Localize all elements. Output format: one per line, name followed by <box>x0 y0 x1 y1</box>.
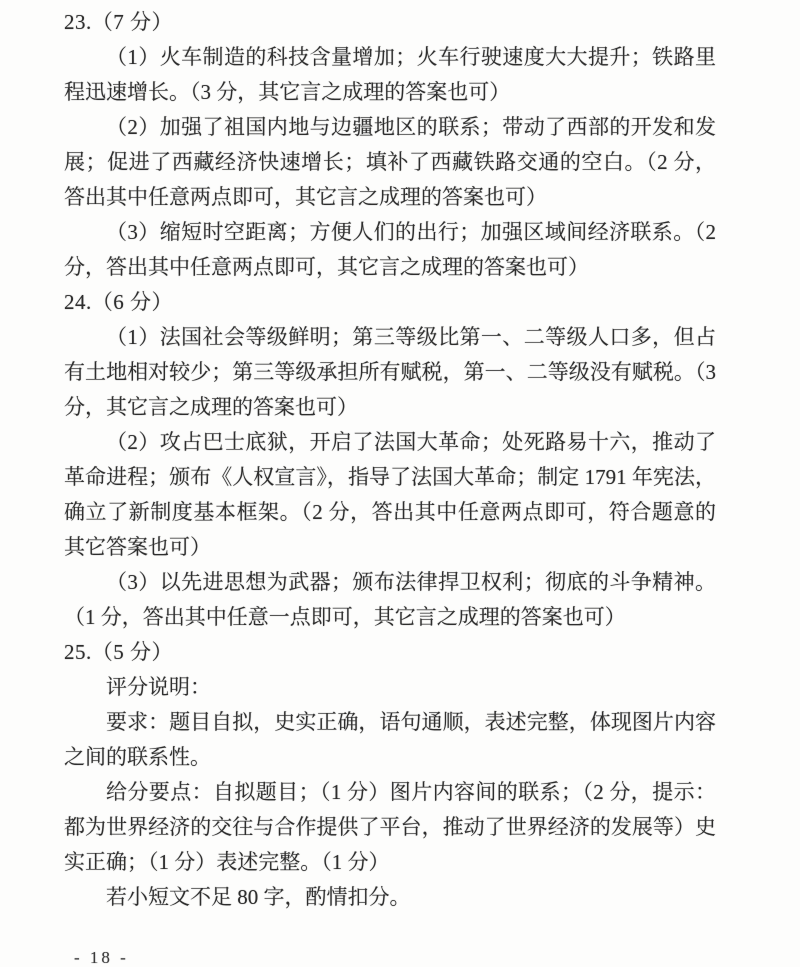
answer-paragraph: （2）攻占巴士底狱，开启了法国大革命；处死路易十六，推动了革命进程；颁布《人权宣言》，指导了法国大革命；制定 1791 年宪法，确立了新制度基本框架。（2 分，答出其中任意两点即可，符合题意的其它答案也可） <box>64 430 716 559</box>
section-heading: 23.（7 分） <box>64 10 173 34</box>
section-heading: 25.（5 分） <box>64 640 173 664</box>
answer-paragraph: （2）加强了祖国内地与边疆地区的联系；带动了西部的开发和发展；促进了西藏经济快速增长；填补了西藏铁路交通的空白。（2 分，答出其中任意两点即可，其它言之成理的答案也可） <box>64 115 716 209</box>
question-section <box>64 285 716 635</box>
question-section <box>64 5 716 285</box>
page-number: - 18 - <box>74 948 129 967</box>
answer-paragraph: 若小短文不足 80 字，酌情扣分。 <box>106 885 411 909</box>
answer-paragraph: （3）缩短时空距离；方便人们的出行；加强区域间经济联系。（2 分，答出其中任意两点即可，其它言之成理的答案也可） <box>64 220 716 279</box>
section-heading: 24.（6 分） <box>64 290 173 314</box>
answer-paragraph: 给分要点：自拟题目；（1 分）图片内容间的联系；（2 分，提示：都为世界经济的交往与合作提供了平台，推动了世界经济的发展等）史实正确；（1 分）表述完整。（1 分） <box>64 780 716 874</box>
answer-paragraph: （3）以先进思想为武器；颁布法律捍卫权利；彻底的斗争精神。（1 分，答出其中任意一点即可，其它言之成理的答案也可） <box>64 570 716 629</box>
answer-paragraph: （1）法国社会等级鲜明；第三等级比第一、二等级人口多，但占有土地相对较少；第三等级承担所有赋税，第一、二等级没有赋税。（3 分，其它言之成理的答案也可） <box>64 325 716 419</box>
answer-paragraph: 评分说明： <box>106 675 211 699</box>
answer-paragraph: （1）火车制造的科技含量增加；火车行驶速度大大提升；铁路里程迅速增长。（3 分，其它言之成理的答案也可） <box>64 45 716 104</box>
document-body <box>64 5 716 915</box>
question-section <box>64 635 716 915</box>
answer-paragraph: 要求：题目自拟，史实正确，语句通顺，表述完整，体现图片内容之间的联系性。 <box>64 710 716 769</box>
